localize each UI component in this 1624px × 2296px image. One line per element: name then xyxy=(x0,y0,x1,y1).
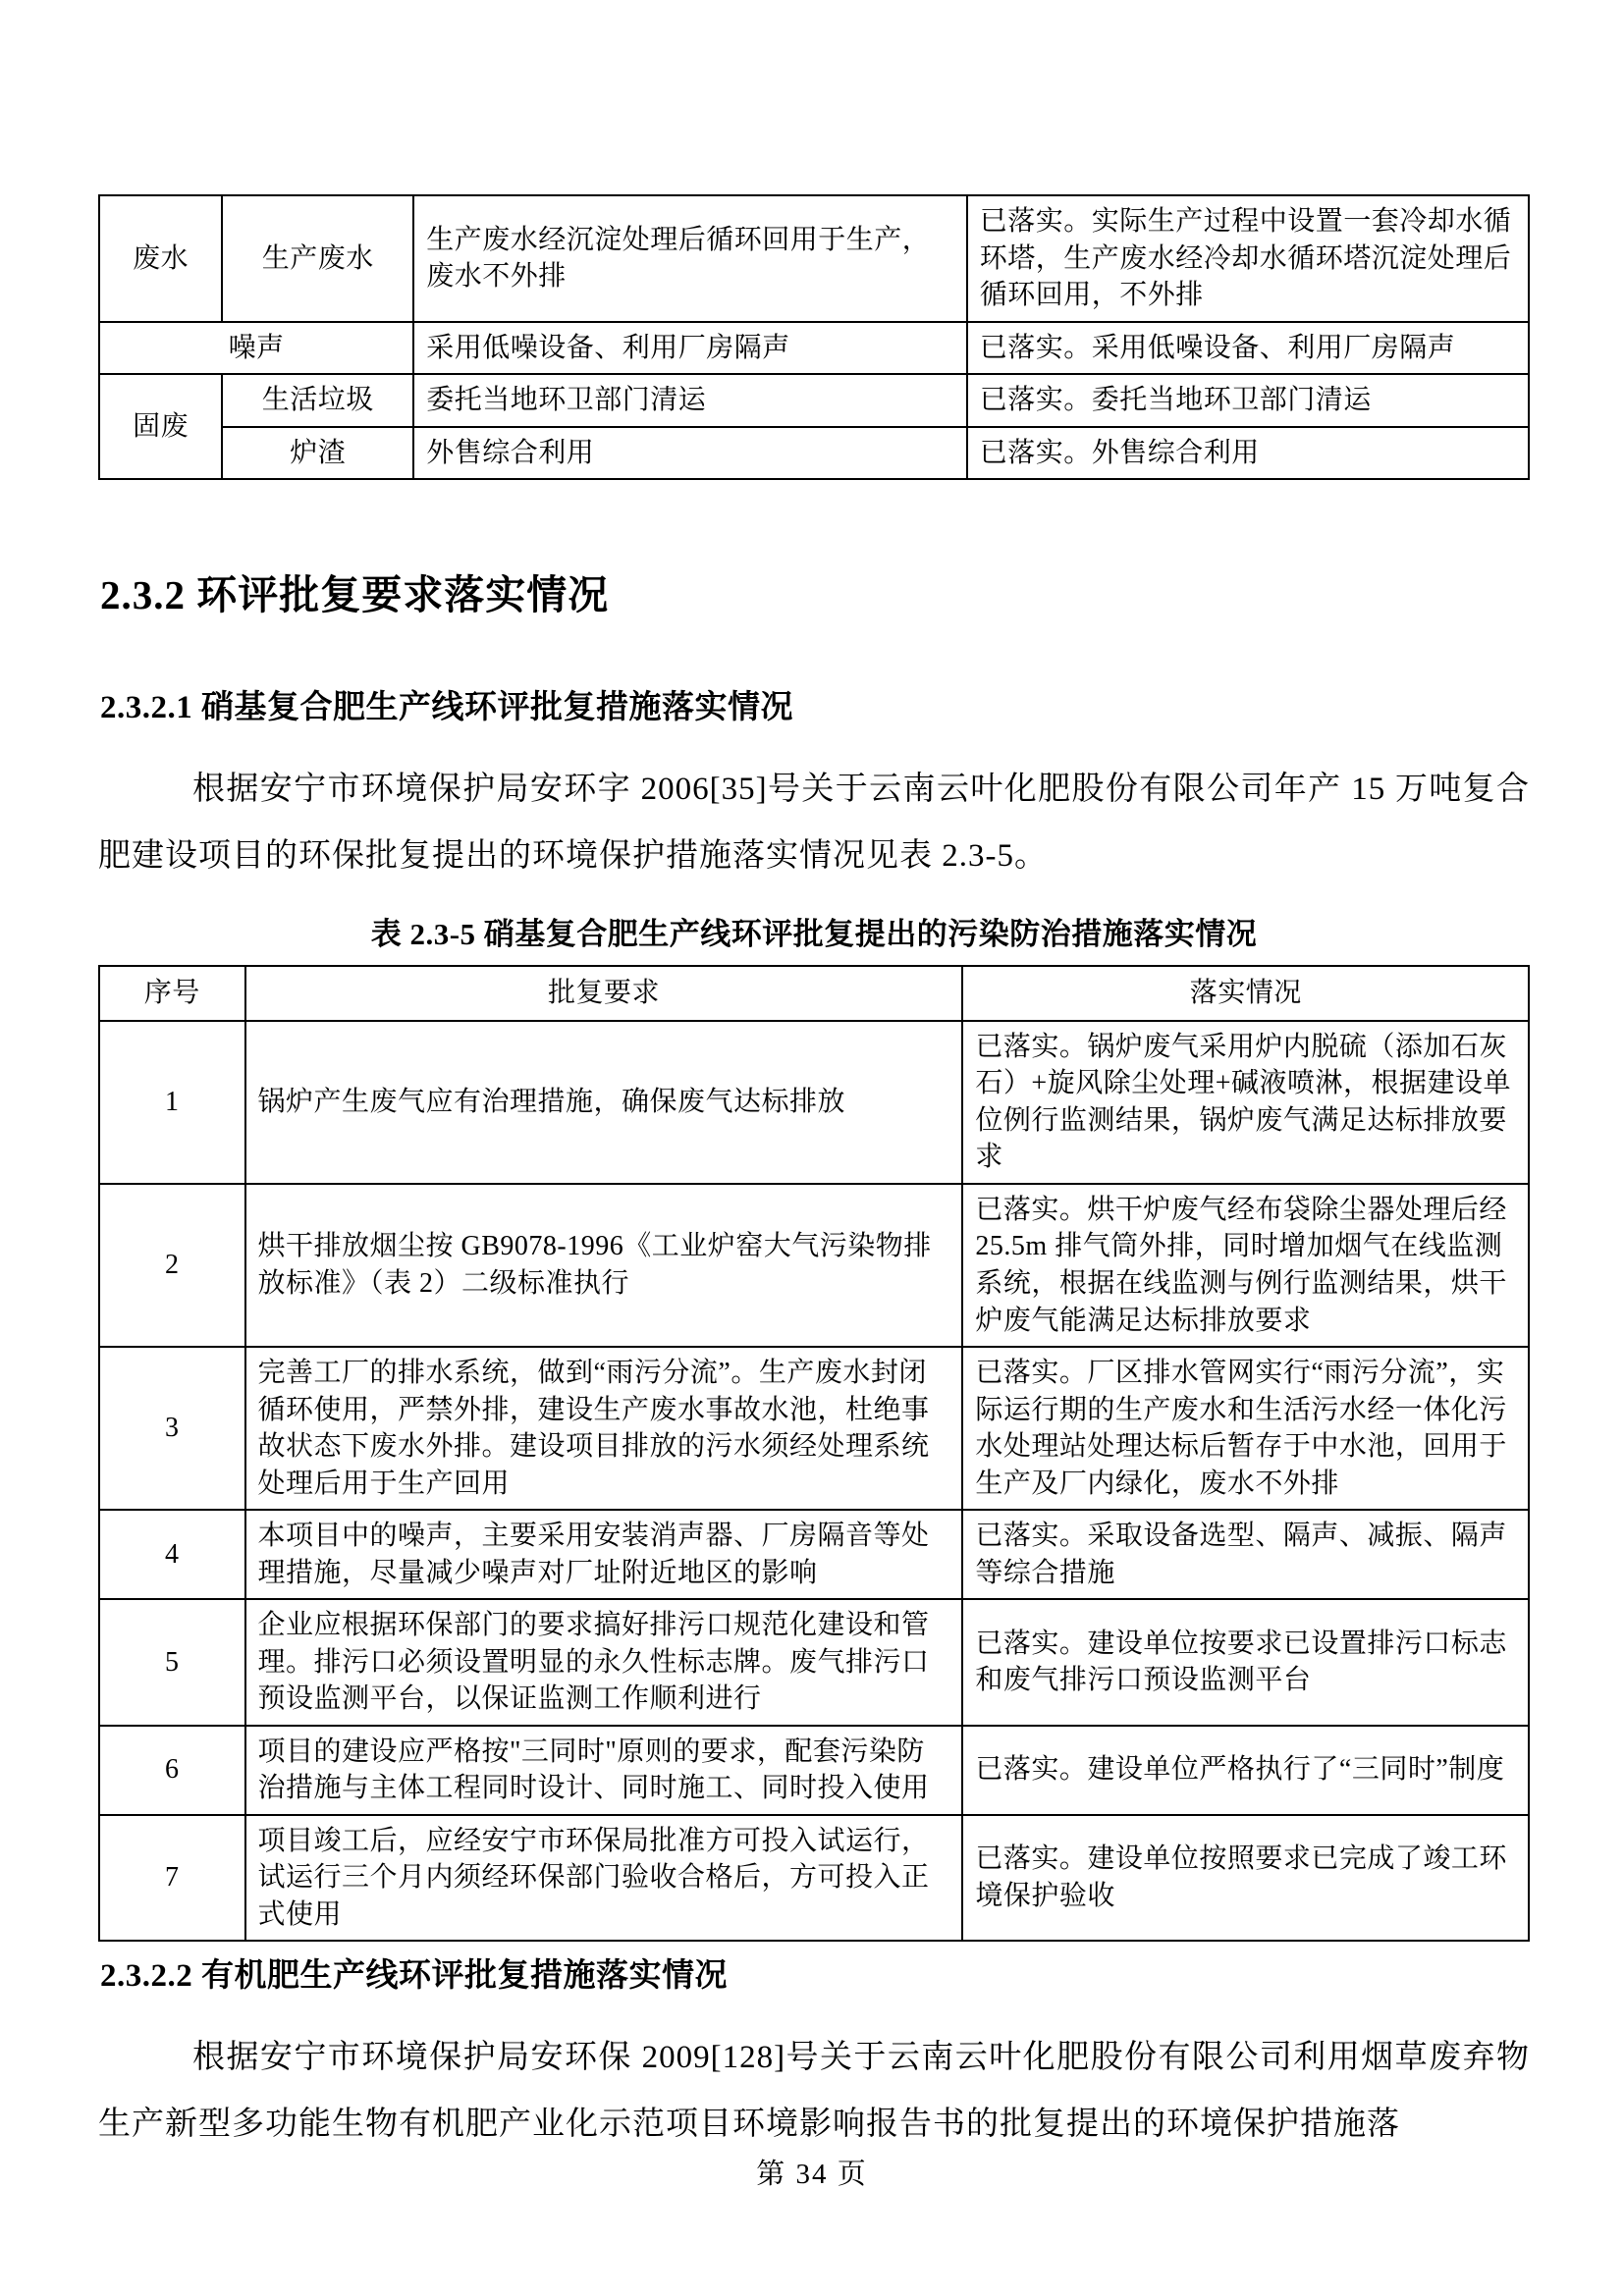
paragraph-approval-2009: 根据安宁市环境保护局安环保 2009[128]号关于云南云叶化肥股份有限公司利用烟草废弃物生产新型多功能生物有机肥产业化示范项目环境影响报告书的批复提出的环境保护措施落 xyxy=(98,2040,1530,2142)
section-heading-2-3-2-2: 2.3.2.2 有机肥生产线环评批复措施落实情况 xyxy=(100,1958,728,1995)
table-row xyxy=(99,1726,1529,1815)
item-cell: 生产废水 xyxy=(222,195,413,322)
status-cell: 已落实。外售综合利用 xyxy=(967,427,1529,480)
item-cell: 生活垃圾 xyxy=(222,374,413,427)
measure-cell: 外售综合利用 xyxy=(413,427,966,480)
measure-cell: 生产废水经沉淀处理后循环回用于生产，废水不外排 xyxy=(413,195,966,322)
status-cell: 已落实。建设单位按照要求已完成了竣工环境保护验收 xyxy=(962,1815,1529,1942)
status-cell: 已落实。实际生产过程中设置一套冷却水循环塔，生产废水经冷却水循环塔沉淀处理后循环回用，不外排 xyxy=(967,195,1529,322)
column-header-no: 序号 xyxy=(99,966,245,1021)
page-number: 第 34 页 xyxy=(756,2159,868,2190)
table-row xyxy=(99,195,1529,322)
category-cell: 噪声 xyxy=(99,322,413,375)
requirement-cell: 完善工厂的排水系统，做到“雨污分流”。生产废水封闭循环使用，严禁外排，建设生产废水事故水池，杜绝事故状态下废水外排。建设项目排放的污水须经处理系统处理后用于生产回用 xyxy=(245,1347,963,1510)
status-cell: 已落实。锅炉废气采用炉内脱硫（添加石灰石）+旋风除尘处理+碱液喷淋，根据建设单位例行监测结果，锅炉废气满足达标排放要求 xyxy=(962,1021,1529,1184)
table-row xyxy=(99,1510,1529,1599)
row-number-cell: 6 xyxy=(99,1726,245,1815)
status-cell: 已落实。采取设备选型、隔声、减振、隔声等综合措施 xyxy=(962,1510,1529,1599)
requirement-cell: 项目的建设应严格按"三同时"原则的要求，配套污染防治措施与主体工程同时设计、同时施工、同时投入使用 xyxy=(245,1726,963,1815)
table-2-3-5-title: 表 2.3-5 硝基复合肥生产线环评批复提出的污染防治措施落实情况 xyxy=(370,917,1258,952)
table-header-row xyxy=(99,966,1529,1021)
row-number-cell: 3 xyxy=(99,1347,245,1510)
measure-cell: 委托当地环卫部门清运 xyxy=(413,374,966,427)
measure-cell: 采用低噪设备、利用厂房隔声 xyxy=(413,322,966,375)
category-cell: 废水 xyxy=(99,195,222,322)
column-header-requirement: 批复要求 xyxy=(245,966,963,1021)
table-row xyxy=(99,1184,1529,1347)
row-number-cell: 2 xyxy=(99,1184,245,1347)
status-cell: 已落实。烘干炉废气经布袋除尘器处理后经25.5m 排气筒外排，同时增加烟气在线监测系统，根据在线监测与例行监测结果，烘干炉废气能满足达标排放要求 xyxy=(962,1184,1529,1347)
table-row xyxy=(99,322,1529,375)
table-row xyxy=(99,427,1529,480)
requirement-cell: 企业应根据环保部门的要求搞好排污口规范化建设和管理。排污口必须设置明显的永久性标志牌。废气排污口预设监测平台，以保证监测工作顺利进行 xyxy=(245,1599,963,1726)
table-row xyxy=(99,1599,1529,1726)
requirement-cell: 锅炉产生废气应有治理措施，确保废气达标排放 xyxy=(245,1021,963,1184)
row-number-cell: 5 xyxy=(99,1599,245,1726)
status-cell: 已落实。委托当地环卫部门清运 xyxy=(967,374,1529,427)
requirement-cell: 项目竣工后，应经安宁市环保局批准方可投入试运行，试运行三个月内须经环保部门验收合格后，方可投入正式使用 xyxy=(245,1815,963,1942)
row-number-cell: 1 xyxy=(99,1021,245,1184)
section-heading-2-3-2: 2.3.2 环评批复要求落实情况 xyxy=(100,572,610,618)
category-cell: 固废 xyxy=(99,374,222,479)
row-number-cell: 7 xyxy=(99,1815,245,1942)
table-row xyxy=(99,1021,1529,1184)
row-number-cell: 4 xyxy=(99,1510,245,1599)
column-header-status: 落实情况 xyxy=(962,966,1529,1021)
previous-measures-table xyxy=(98,194,1530,480)
paragraph-approval-2006: 根据安宁市环境保护局安环字 2006[35]号关于云南云叶化肥股份有限公司年产 15 万吨复合肥建设项目的环保批复提出的环境保护措施落实情况见表 2.3-5。 xyxy=(98,772,1530,874)
status-cell: 已落实。建设单位严格执行了“三同时”制度 xyxy=(962,1726,1529,1815)
requirement-cell: 本项目中的噪声，主要采用安装消声器、厂房隔音等处理措施，尽量减少噪声对厂址附近地区的影响 xyxy=(245,1510,963,1599)
table-2-3-5 xyxy=(98,965,1530,1942)
status-cell: 已落实。建设单位按要求已设置排污口标志和废气排污口预设监测平台 xyxy=(962,1599,1529,1726)
requirement-cell: 烘干排放烟尘按 GB9078-1996《工业炉窑大气污染物排放标准》（表 2）二级标准执行 xyxy=(245,1184,963,1347)
table-row xyxy=(99,374,1529,427)
table-row xyxy=(99,1347,1529,1510)
section-heading-2-3-2-1: 2.3.2.1 硝基复合肥生产线环评批复措施落实情况 xyxy=(100,690,793,726)
table-row xyxy=(99,1815,1529,1942)
status-cell: 已落实。厂区排水管网实行“雨污分流”，实际运行期的生产废水和生活污水经一体化污水处理站处理达标后暂存于中水池，回用于生产及厂内绿化，废水不外排 xyxy=(962,1347,1529,1510)
status-cell: 已落实。采用低噪设备、利用厂房隔声 xyxy=(967,322,1529,375)
item-cell: 炉渣 xyxy=(222,427,413,480)
